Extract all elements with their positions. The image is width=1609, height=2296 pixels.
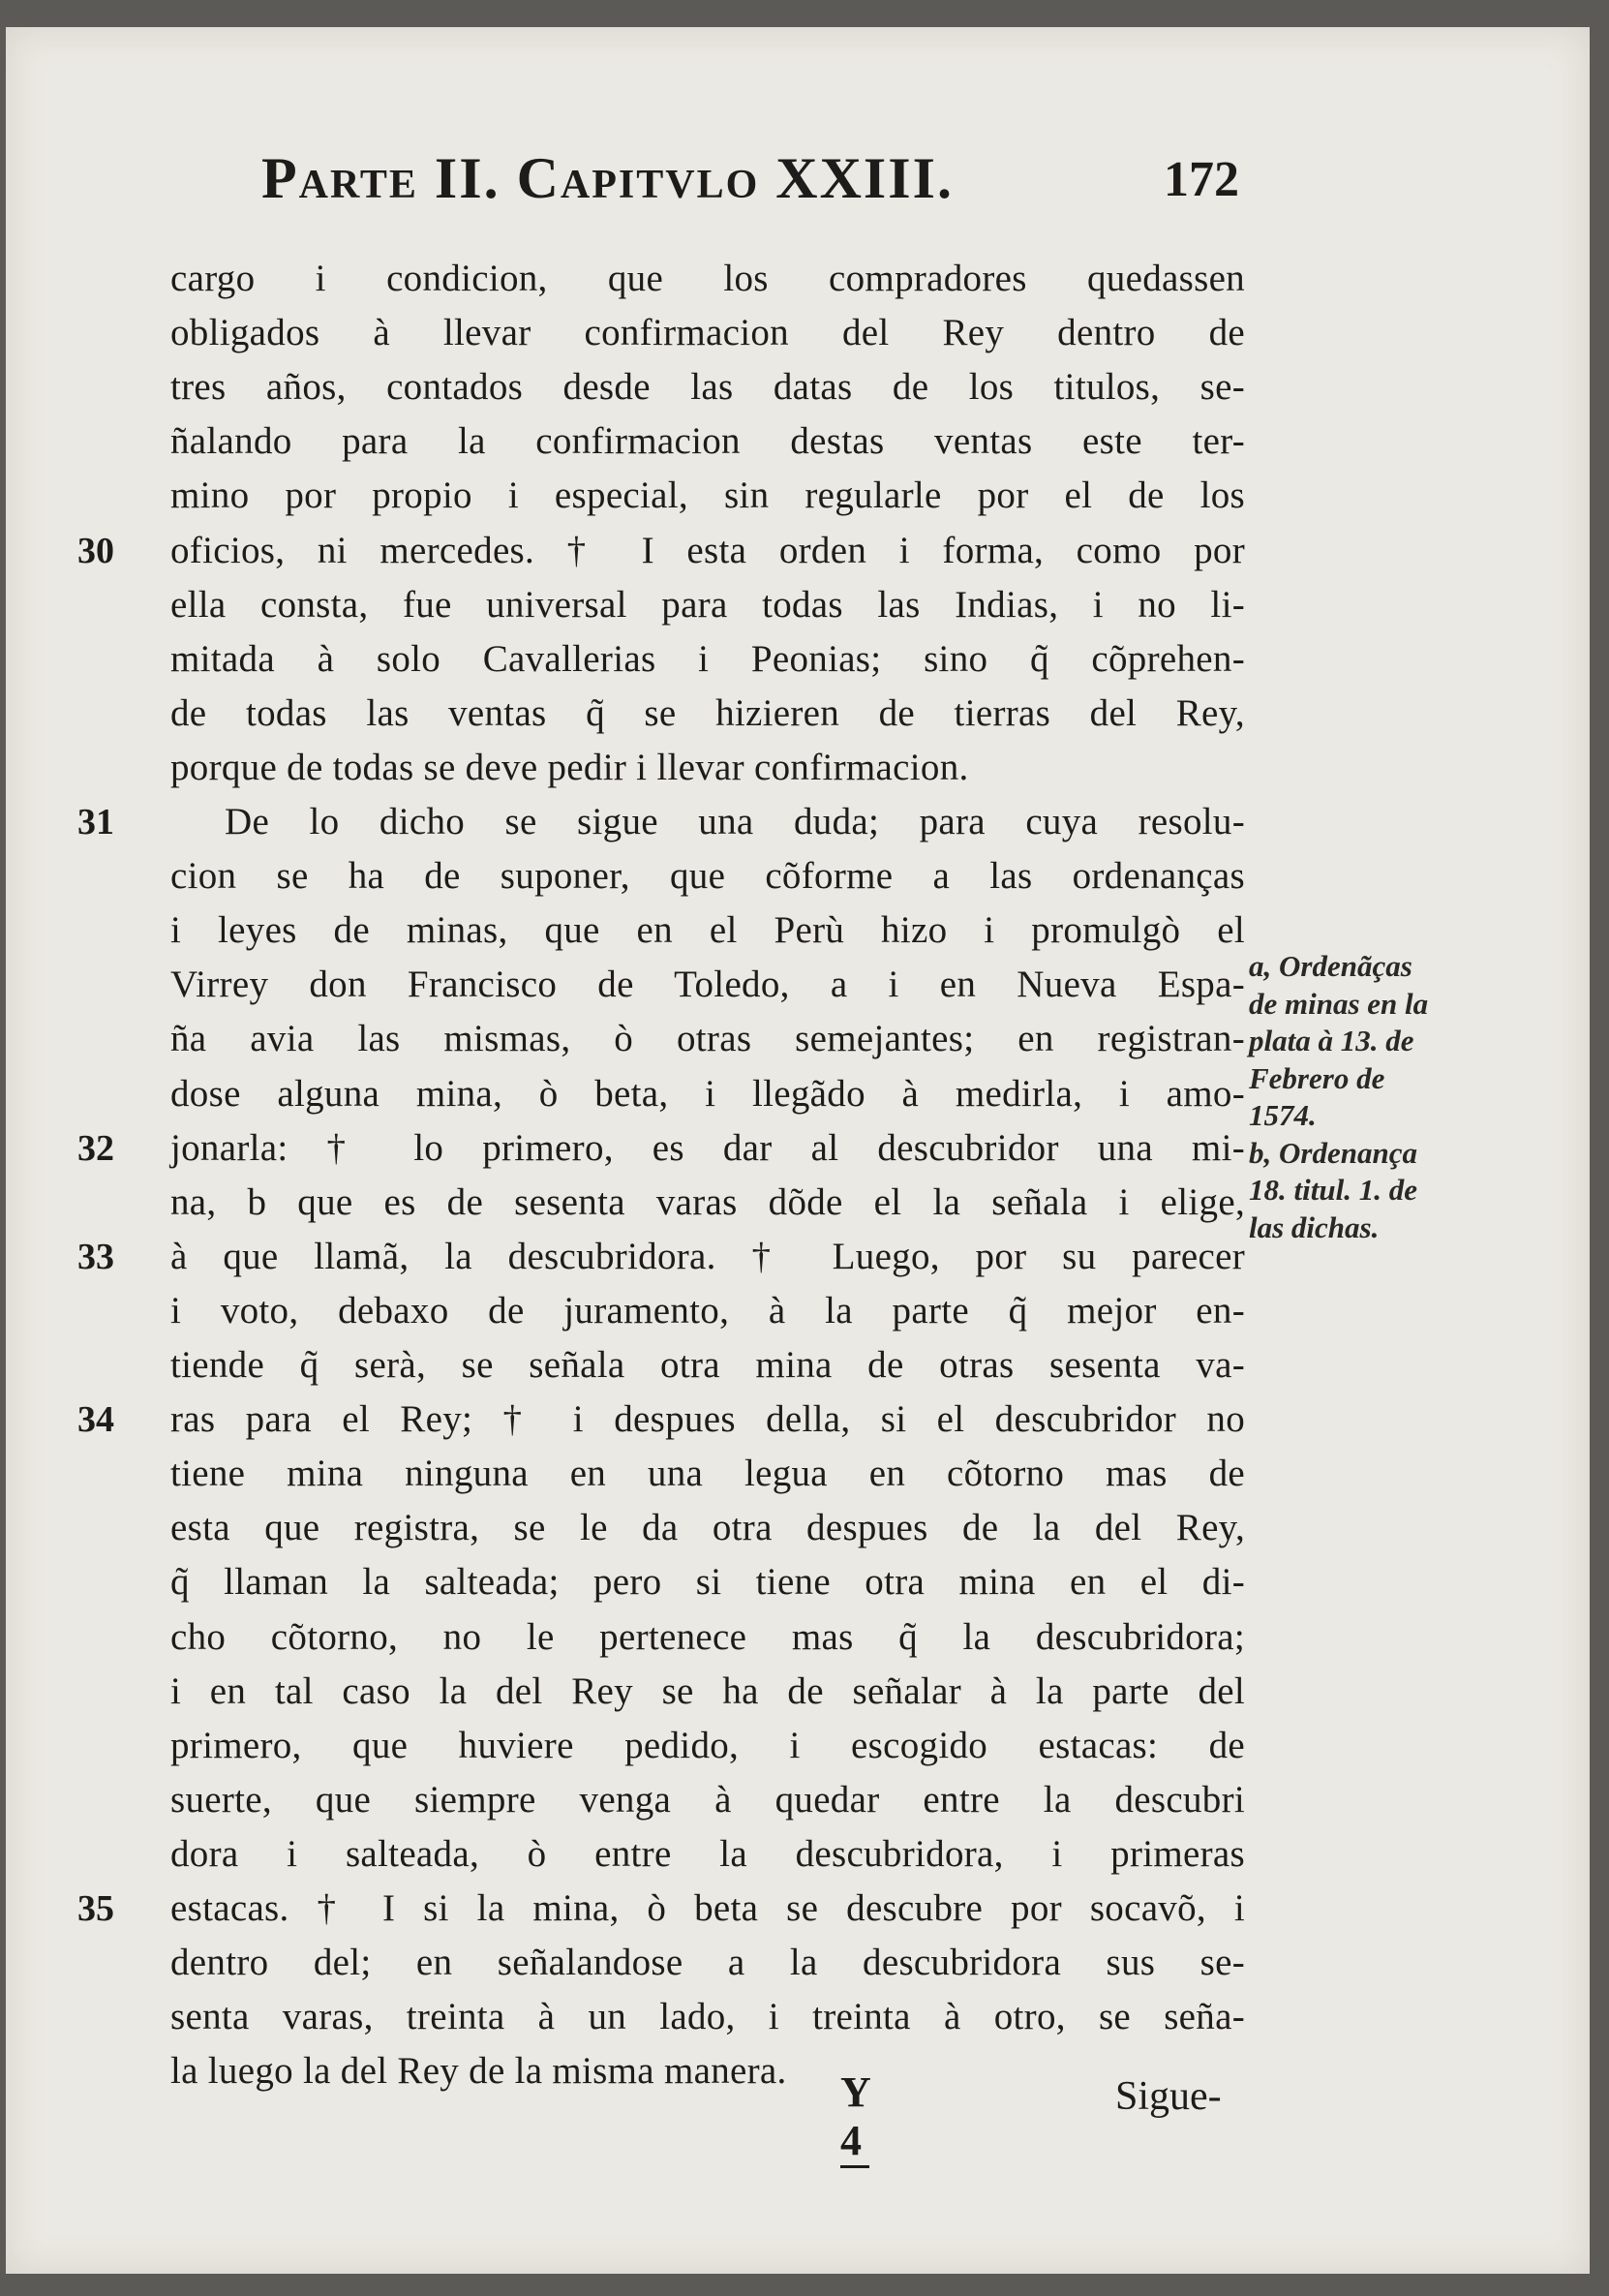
text-line: dose alguna mina, ò beta, i llegãdo à medirla, i amo-: [170, 1072, 1245, 1115]
paragraph-number: 33: [77, 1236, 114, 1277]
text-line: tiende q̃ serà, se señala otra mina de otras sesenta va-: [170, 1344, 1245, 1386]
text-line: ña avia las mismas, ò otras semejantes; en registran-: [170, 1018, 1245, 1060]
paragraph-number: 31: [77, 802, 114, 842]
side-note-line: 18. titul. 1. de: [1249, 1173, 1417, 1207]
text-line: De lo dicho se sigue una duda; para cuya resolu-: [225, 801, 1245, 842]
text-line: q̃ llaman la salteada; pero si tiene otra mina en el di-: [170, 1561, 1245, 1604]
text-line: mino por propio i especial, sin regularle por el de los: [170, 475, 1245, 517]
text-line: tiene mina ninguna en una legua en cõtorno mas de: [170, 1453, 1245, 1495]
text-line: tres años, contados desde las datas de los titulos, se-: [170, 366, 1245, 409]
text-line: estacas. † I si la mina, ò beta se descubre por socavõ, i: [170, 1887, 1245, 1929]
text-line: senta varas, treinta à un lado, i treinta à otro, se seña-: [170, 1996, 1245, 2038]
chapter-title: Parte II. Capitvlo XXIII.: [261, 146, 954, 210]
text-line: obligados à llevar confirmacion del Rey dentro de: [170, 312, 1245, 354]
text-line: dentro del; en señalandose a la descubridora sus se-: [170, 1942, 1245, 1984]
text-line: Virrey don Francisco de Toledo, a i en Nueva Espa-: [170, 964, 1245, 1006]
text-line: mitada à solo Cavallerias i Peonias; sino q̃ cõprehen-: [170, 637, 1245, 680]
text-line: ras para el Rey; † i despues della, si el descubridor no: [170, 1398, 1245, 1441]
text-line: ella consta, fue universal para todas las Indias, i no li-: [170, 583, 1245, 626]
side-note-line: 1574.: [1249, 1098, 1317, 1132]
paragraph-number: 30: [77, 530, 114, 571]
text-line: i en tal caso la del Rey se ha de señalar à la parte del: [170, 1669, 1245, 1712]
side-note-line: Febrero de: [1249, 1060, 1385, 1095]
catchword: Sigue-: [1115, 2074, 1222, 2119]
text-line: i voto, debaxo de juramento, à la parte q̃ mejor en-: [170, 1289, 1245, 1332]
side-note-line: las dichas.: [1249, 1209, 1380, 1244]
text-line: cargo i condicion, que los compradores quedassen: [170, 258, 1245, 299]
side-note-line: b, Ordenança: [1249, 1135, 1417, 1170]
text-line: suerte, que siempre venga à quedar entre la descubri: [170, 1778, 1245, 1821]
text-line: de todas las ventas q̃ se hizieren de tierras del Rey,: [170, 691, 1245, 734]
text-line: ñalando para la confirmacion destas ventas este ter-: [170, 420, 1245, 463]
text-line: la luego la del Rey de la misma manera.: [170, 2050, 787, 2093]
text-line: cho cõtorno, no le pertenece mas q̃ la descubridora;: [170, 1615, 1245, 1658]
text-line: porque de todas se deve pedir i llevar confirmacion.: [170, 746, 969, 788]
signature-mark: Y 4: [840, 2068, 869, 2168]
text-line: esta que registra, se le da otra despues de la del Rey,: [170, 1507, 1245, 1549]
paragraph-number: 35: [77, 1888, 114, 1929]
running-header: [261, 145, 1239, 223]
text-line: dora i salteada, ò entre la descubridora, i primeras: [170, 1832, 1245, 1875]
text-line: oficios, ni mercedes. † I esta orden i forma, como por: [170, 529, 1245, 571]
side-note-line: a, Ordenãças: [1249, 949, 1412, 983]
text-line: i leyes de minas, que en el Perù hizo i promulgò el: [170, 909, 1245, 952]
text-line: primero, que huviere pedido, i escogido estacas: de: [170, 1724, 1245, 1766]
book-page: [6, 27, 1590, 2274]
text-line: jonarla: † lo primero, es dar al descubridor una mi-: [170, 1126, 1245, 1169]
text-line: na, b que es de sesenta varas dõde el la señala i elige,: [170, 1180, 1245, 1223]
side-note-line: plata à 13. de: [1249, 1024, 1414, 1057]
text-line: cion se ha de suponer, que cõforme a las ordenanças: [170, 855, 1245, 898]
paragraph-number: 34: [77, 1399, 114, 1441]
side-note-line: de minas en la: [1249, 986, 1429, 1021]
page-number: 172: [1164, 152, 1239, 207]
paragraph-number: 32: [77, 1127, 114, 1169]
text-line: à que llamã, la descubridora. † Luego, por su parecer: [170, 1235, 1245, 1277]
